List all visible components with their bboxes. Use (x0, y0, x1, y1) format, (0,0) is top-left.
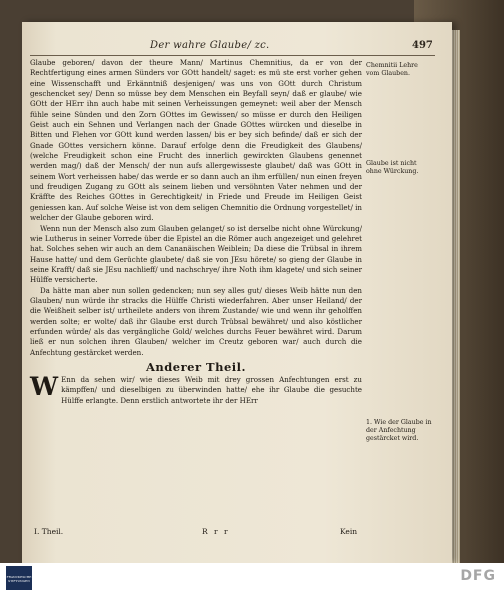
section-title: Anderer Theil. (145, 359, 247, 374)
logo-text: FRANCKESCHE STIFTUNGEN (6, 575, 32, 583)
drop-cap: W (30, 371, 59, 401)
signature-left: I. Theil. (34, 527, 64, 536)
running-title: Der wahre Glaube/ zc. (150, 40, 270, 51)
catchword: Kein (340, 527, 358, 536)
paragraph-4 (30, 371, 362, 406)
margin-note-3: 1. Wie der Glaube in der Anfechtung gestärcket wird. (366, 419, 432, 443)
institution-logo[interactable] (6, 566, 32, 590)
page-stack-edge (452, 30, 460, 563)
viewer-bottom-bar (0, 563, 504, 592)
margin-note-2: Glaube ist nicht ohne Würckung. (366, 160, 419, 176)
book-page (22, 22, 452, 563)
paragraph-2: Wenn nun der Mensch also zum Glauben gelanget/ so ist derselbe nicht ohne Würckung/ wie Lutherus in seiner Vorrede über die Epistel an die Römer auch angezeiget und gelehret hat. Solches sehen wir auch an dem Cananäischen Weiblein; Da diese die Trübsal in ihrem Hause hatte/ und dem Gerüchte glaubete/ daß sie von JEsu hörete/ so gieng der Glaube in seine Krafft/ daß sie JEsu nachlieff/ und nachschrye/ ihre Noth ihm klagete/ und sich seiner Hülffe versicherte. (30, 223, 362, 285)
dfg-logo[interactable]: DFG (460, 568, 496, 584)
paragraph-1: Glaube geboren/ davon der theure Mann/ Martinus Chemnitius, da er von der Rechtfertigung eines armen Sünders vor GOtt handelt/ saget: es mü ste erst vorher gehen eine Wissenschafft und Erkänntniß desjenigen/ was uns von GOtt durch Christum geschencket sey/ Denn so müsse bey dem Menschen ein Beyfall seyn/ daß er glaube/ wie GOtt der HErr ihn auch habe mit seinen Verheissungen gemeynet: weil aber der Mensch fühle seine Sünden und den Zorn GOttes im Gewissen/ so müsse er durch den Heiligen Geist auch ein Sehnen und Verlangen nach der Gnade GOttes würcken und dieselbe in Bitten und Flehen vor GOtt kund werden lassen/ bis er bey sich befinde/ daß er sich der Gnade GOttes versichern könne. Darauf erfolge denn die Freudigkeit des Glaubens/ (welche Freudigkeit schon eine Frucht des innerlich gewirckten Glaubens genennet werden mag/) daß der Mensch/ der nun aufs allergewisseste glaubet/ daß was GOtt in seinem Wort verheissen habe/ das werde er so dann auch an ihm erfüllen/ nun einen freyen und freudigen Zugang zu GOtt als seinem lieben und versöhnten Vater nehmen und der Kräffte des Reiches GOttes in Gerechtigkeit/ in Friede und Freude im Heiligen Geist geniessen kan. Auf solche Weise ist von dem seligen Chemnitio die Ordnung vorgestellet/ in welcher der Glaube geboren wird. (30, 58, 362, 223)
signature-mark: R r r (202, 527, 230, 536)
paragraph-4-text: Enn da sehen wir/ wie dieses Weib mit drey grossen Anfechtungen erst zu kämpffen/ und dieselbigen zu überwinden hatte/ ehe ihr Glaube die gesuchte Hülffe erlangte. Denn erstlich antwortete ihr der HErr (61, 374, 362, 405)
margin-note-1: Chemnitii Lehre vom Glauben. (366, 62, 418, 78)
header-rule (30, 55, 435, 56)
page-number: 497 (412, 40, 433, 51)
paragraph-3: Da hätte man aber nun sollen gedencken; nun sey alles gut/ dieses Weib hätte nun den Glauben/ nun würde ihr stracks die Hülffe Christi wiederfahren. Aber unser Heiland/ der die Weißheit selber ist/ urtheilete anders von ihrem Zustande/ wie und wenn ihr geholffen werden solte; er wolte/ daß ihr Glaube erst durch Trübsal bewähret/ und also köstlicher erfunden würde/ als das vergängliche Gold/ welches durchs Feuer bewähret wird. Darum ließ er nun solchen ihren Glauben/ welcher im Creutz geboren war/ auch durch die Anfechtung gestärcket werden. (30, 285, 362, 357)
main-text-column (30, 58, 362, 406)
